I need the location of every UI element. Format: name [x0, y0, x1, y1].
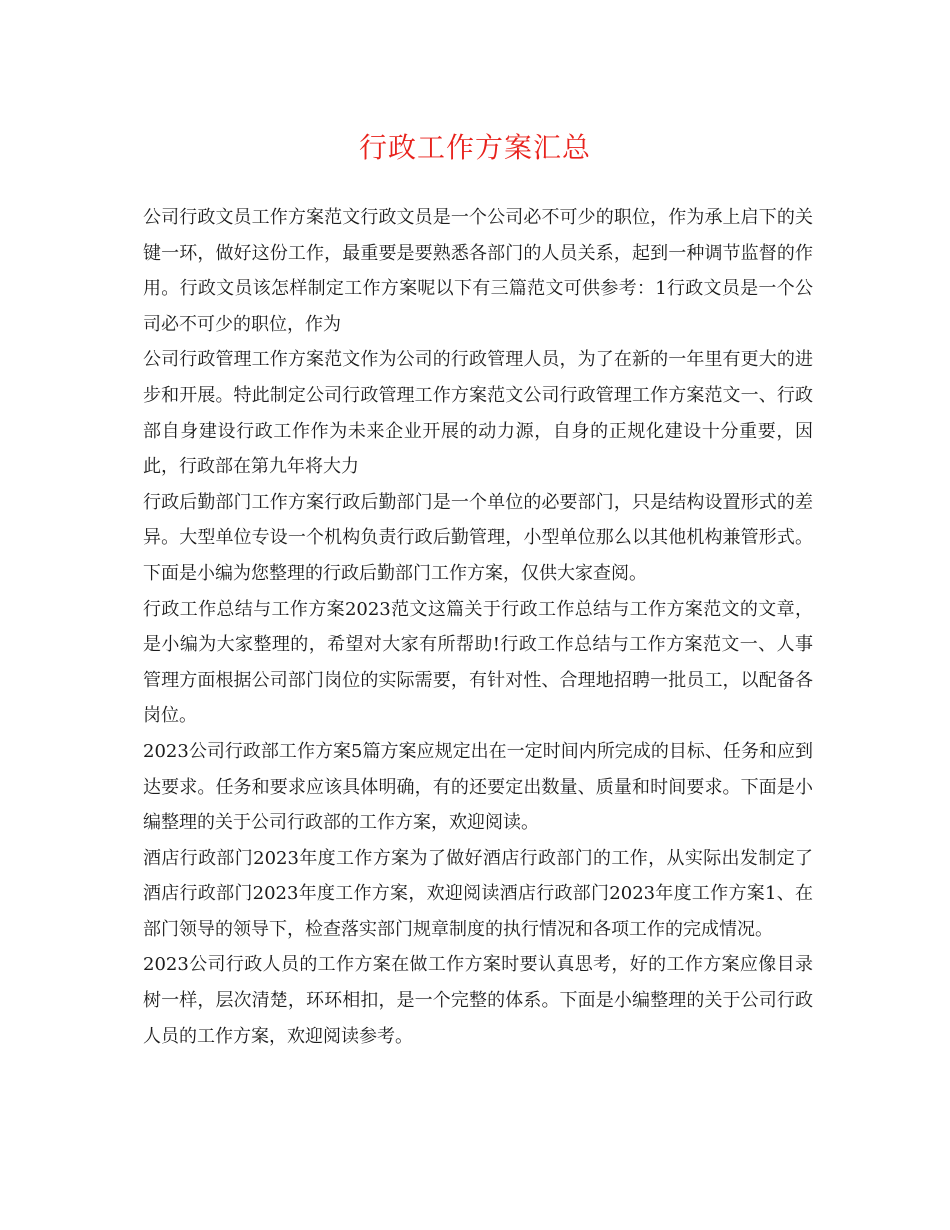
paragraph: 行政后勤部门工作方案行政后勤部门是一个单位的必要部门，只是结构设置形式的差异。大型单位专设一个机构负责行政后勤管理，小型单位那么以其他机构兼管形式。下面是小编为您整理的行政后勤部门工作方案，仅供大家查阅。: [143, 491, 813, 584]
paragraph: 2023公司行政人员的工作方案在做工作方案时要认真思考，好的工作方案应像目录树一样，层次清楚，环环相扣，是一个完整的体系。下面是小编整理的关于公司行政人员的工作方案，欢迎阅读参考。: [143, 954, 813, 1047]
paragraph: 公司行政文员工作方案范文行政文员是一个公司必不可少的职位，作为承上启下的关键一环，做好这份工作，最重要是要熟悉各部门的人员关系，起到一种调节监督的作用。行政文员该怎样制定工作方案呢以下有三篇范文可供参考：1行政文员是一个公司必不可少的职位，作为: [143, 207, 813, 335]
document-title: 行政工作方案汇总: [358, 131, 591, 164]
document-body: [143, 200, 813, 1054]
paragraph: 酒店行政部门2023年度工作方案为了做好酒店行政部门的工作，从实际出发制定了酒店行政部门2023年度工作方案，欢迎阅读酒店行政部门2023年度工作方案1、在部门领导的领导下，检查落实部门规章制度的执行情况和各项工作的完成情况。: [143, 847, 813, 940]
paragraph: 行政工作总结与工作方案2023范文这篇关于行政工作总结与工作方案范文的文章，是小编为大家整理的，希望对大家有所帮助!行政工作总结与工作方案范文一、人事管理方面根据公司部门岗位的实际需要，有针对性、合理地招聘一批员工，以配备各岗位。: [143, 598, 813, 727]
paragraph: 公司行政管理工作方案范文作为公司的行政管理人员，为了在新的一年里有更大的进步和开展。特此制定公司行政管理工作方案范文公司行政管理工作方案范文一、行政部自身建设行政工作作为未来企业开展的动力源，自身的正规化建设十分重要，因此，行政部在第九年将大力: [143, 349, 813, 478]
paragraph: 2023公司行政部工作方案5篇方案应规定出在一定时间内所完成的目标、任务和应到达要求。任务和要求应该具体明确，有的还要定出数量、质量和时间要求。下面是小编整理的关于公司行政部的工作方案，欢迎阅读。: [143, 740, 813, 834]
